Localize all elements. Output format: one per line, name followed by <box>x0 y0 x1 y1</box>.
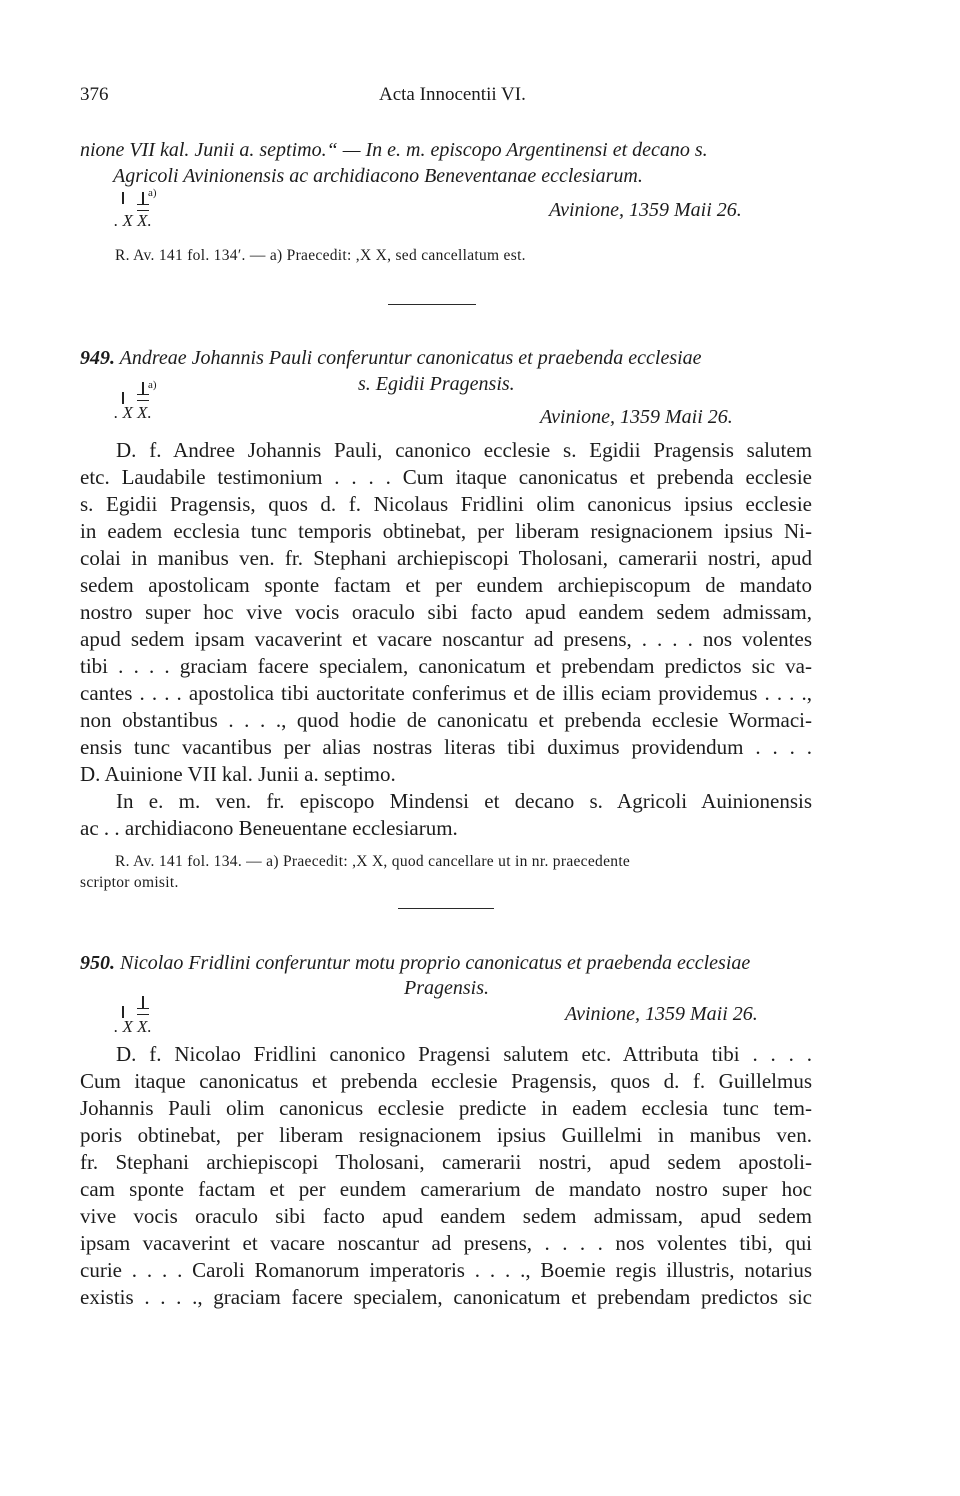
footnote-marker: a) <box>148 187 157 199</box>
body-line: etc. Laudabile testimonium . . . . Cum itaque canonicatus et prebenda ecclesie <box>80 465 812 489</box>
body-line: vive vocis oraculo sibi facto apud eandem sedem admissam, apud sedem <box>80 1204 812 1228</box>
body-line: nostro super hoc vive vocis oraculo sibi facto apud eandem sedem admissam, <box>80 600 812 624</box>
body-line: Cum itaque canonicatus et prebenda ecclesie Pragensis, quos d. f. Guillelmus <box>80 1069 812 1093</box>
entry-title <box>80 345 894 371</box>
apparatus-note: R. Av. 141 fol. 134′. — a) Praecedit: ,X X, sed cancellatum est. <box>115 247 526 264</box>
body-line: D. Auinione VII kal. Junii a. septimo. <box>80 762 396 786</box>
body-line: fr. Stephani archiepiscopi Tholosani, camerarii nostri, apud sedem apostoli- <box>80 1150 812 1174</box>
entry-date: Avinione, 1359 Maii 26. <box>549 199 742 221</box>
body-line: poris obtinebat, per liberam resignacionem ipsius Guillelmi in manibus ven. <box>80 1123 812 1147</box>
running-title: Acta Innocentii VI. <box>379 84 526 105</box>
page-number: 376 <box>80 84 109 105</box>
siglum-letters: . X X. <box>114 211 152 230</box>
siglum-letters: . X X. <box>114 1017 152 1036</box>
closing-line: In e. m. ven. fr. episcopo Mindensi et decano s. Agricoli Auinionensis <box>116 789 812 813</box>
body-line: colai in manibus ven. fr. Stephani archiepiscopi Tholosani, camerarii nostri, apud <box>80 546 812 570</box>
body-line: in eadem ecclesia tunc temporis obtinebat, per liberam resignacionem ipsius Ni- <box>80 519 812 543</box>
body-line: curie . . . . Caroli Romanorum imperatoris . . . ., Boemie regis illustris, notarius <box>80 1258 812 1282</box>
apparatus-note: R. Av. 141 fol. 134. — a) Praecedit: ,X X, quod cancellare ut in nr. praecedente <box>115 853 631 870</box>
section-divider <box>398 908 494 909</box>
body-line: Johannis Pauli olim canonicus ecclesie predicte in eadem ecclesia tunc tem- <box>80 1096 812 1120</box>
entry-title-text: Nicolao Fridlini conferuntur motu proprio canonicatus et praebenda ecclesiae <box>120 952 751 974</box>
entry-title-text: Andreae Johannis Pauli conferuntur canonicatus et praebenda ecclesiae <box>119 347 702 369</box>
body-line: cam sponte factam et per eundem camerarium de mandato nostro super hoc <box>80 1177 812 1201</box>
entry-date: Avinione, 1359 Maii 26. <box>540 406 733 428</box>
section-divider <box>388 304 476 305</box>
entry-body <box>80 437 812 842</box>
entry-title <box>80 950 900 976</box>
body-line: non obstantibus . . . ., quod hodie de canonicatu et prebenda ecclesie Wormaci- <box>80 708 812 732</box>
body-line: ensis tunc vacantibus per alias nostras literas tibi duximus providendum . . . . <box>80 735 812 759</box>
body-line: D. f. Nicolao Fridlini canonico Pragensi salutem etc. Attributa tibi . . . . <box>116 1042 812 1066</box>
apparatus-note: scriptor omisit. <box>80 874 179 891</box>
entry-body <box>80 1041 812 1311</box>
entry-title-cont: s. Egidii Pragensis. <box>358 373 515 395</box>
body-line: existis . . . ., graciam facere specialem, canonicatum et prebendam predictos sic <box>80 1285 812 1309</box>
entry-number: 949. <box>80 347 115 369</box>
body-line: ipsam vacaverint et vacare noscantur ad presens, . . . . nos volentes tibi, qui <box>80 1231 812 1255</box>
siglum-letters: . X X. <box>114 403 152 422</box>
entry-date: Avinione, 1359 Maii 26. <box>565 1003 758 1025</box>
body-line: apud sedem ipsam vacaverint et vacare noscantur ad presens, . . . . nos volentes <box>80 627 812 651</box>
entry-number: 950. <box>80 952 115 974</box>
body-line: cantes . . . . apostolica tibi auctoritate conferimus et de illis eciam providemus . . . ., <box>80 681 812 705</box>
closing-line: ac . . archidiacono Beneuentane ecclesiarum. <box>80 816 458 840</box>
body-line: tibi . . . . graciam facere specialem, canonicatum et prebendam predictos sic va- <box>80 654 812 678</box>
body-line: D. f. Andree Johannis Pauli, canonico ecclesie s. Egidii Pragensis salutem <box>116 438 812 462</box>
prev-entry-line: Agricoli Avinionensis ac archidiacono Beneventanae ecclesiarum. <box>113 165 643 187</box>
body-line: sedem apostolicam sponte factam et per eundem archiepiscopum de mandato <box>80 573 812 597</box>
prev-entry-line: nione VII kal. Junii a. septimo.“ — In e. m. episcopo Argentinensi et decano s. <box>80 139 708 161</box>
footnote-marker: a) <box>148 379 157 391</box>
entry-title-cont: Pragensis. <box>404 977 489 999</box>
body-line: s. Egidii Pragensis, quos d. f. Nicolaus Fridlini olim canonicus ipsius ecclesie <box>80 492 812 516</box>
